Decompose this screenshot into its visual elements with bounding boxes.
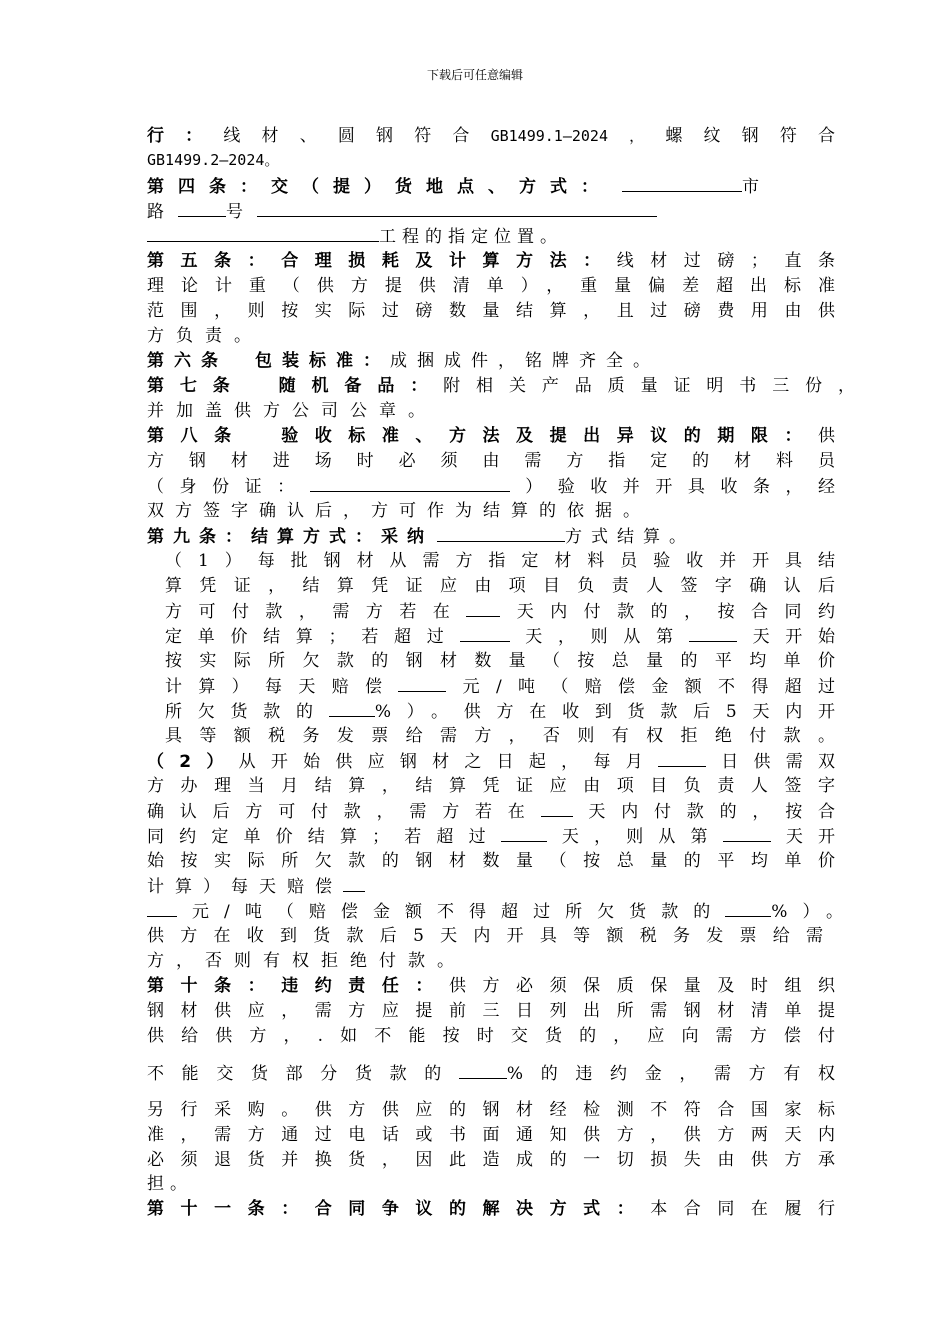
clause-6-line: 第六条 包装标准：成捆成件，铭牌齐全。 <box>147 351 660 371</box>
clause-5-line-4: 方负责。 <box>147 326 263 346</box>
clause-9-p1-line-7: 所欠货款的 %）。供方在收到货款后5天内开 <box>165 699 835 724</box>
clause-9-p2-line-3: 确认后方可付款，需方若在 天内付款的，按合 <box>147 799 835 824</box>
clause-10-line-7: 必须退货并换货，因此造成的一切损失由供方承 <box>147 1150 835 1170</box>
clause-8-line-3: （身份证： ）验收并开具收条，经 <box>147 474 835 499</box>
clause-11-title-line: 第十一条：合同争议的解决方式：本合同在履行 <box>147 1199 835 1219</box>
clause-10-line-6: 准，需方通过电话或书面通知供方，供方两天内 <box>147 1125 835 1145</box>
clause-9-p2-line-1: （2）从开始供应钢材之日起，每月 日供需双 <box>147 749 835 774</box>
page-header: 下载后可任意编辑 <box>426 68 523 82</box>
clause-8-title-line: 第八条 验收标准、方法及提出异议的期限：供 <box>147 426 835 446</box>
clause-9-p2-line-6: 计算）每天赔偿 <box>147 874 835 899</box>
clause-9-p1-line-3: 方可付款，需方若在 天内付款的，按合同约 <box>165 599 835 624</box>
clause-9-p1-line-1: （1）每批钢材从需方指定材料员验收并开具结 <box>165 551 835 571</box>
clause-9-p2-line-7: 元/吨（赔偿金额不得超过所欠货款的 %）。 <box>147 899 843 924</box>
clause-10-line-8: 担。 <box>147 1174 193 1194</box>
clause-3-tail-line-1: 行：线材、圆钢符合GB1499.1—2024，螺纹钢符合 <box>147 126 836 146</box>
clause-5-line-3: 范围，则按实际过磅数量结算，且过磅费用由供 <box>147 301 835 321</box>
clause-7-line-2: 并加盖供方公司公章。 <box>147 401 437 421</box>
clause-8-line-4: 双方签字确认后，方可作为结算的依据。 <box>147 501 651 521</box>
clause-4-address-line: 路 号 <box>147 199 835 224</box>
clause-10-title-line: 第十条：违约责任：供方必须保质保量及时组织 <box>147 976 836 996</box>
clause-4-title-line: 第四条：交（提）货地点、方式： 市 <box>147 174 835 199</box>
clause-10-line-5: 另行采购。供方供应的钢材经检测不符合国家标 <box>147 1100 835 1120</box>
clause-9-p2-line-4: 同约定单价结算；若超过 天，则从第 天开 <box>147 824 835 849</box>
clause-9-p1-line-4: 定单价结算；若超过 天，则从第 天开始 <box>165 624 835 649</box>
clause-10-line-2: 钢材供应，需方应提前三日列出所需钢材清单提 <box>147 1001 835 1021</box>
clause-9-p2-line-5: 始按实际所欠款的钢材数量（按总量的平均单价 <box>147 851 835 871</box>
clause-9-p1-line-6: 计算）每天赔偿 元/吨（赔偿金额不得超过 <box>165 674 835 699</box>
clause-5-line-2: 理论计重（供方提供清单），重量偏差超出标准 <box>147 276 835 296</box>
clause-5-title-line: 第五条：合理损耗及计算方法：线材过磅；直条 <box>147 251 836 271</box>
clause-9-p1-line-8: 具等额税务发票给需方，否则有权拒绝付款。 <box>165 726 835 746</box>
clause-9-p2-line-8: 供方在收到货款后5天内开具等额税务发票给需 <box>147 926 823 946</box>
clause-10-line-3: 供给供方，.如不能按时交货的，应向需方偿付 <box>147 1026 835 1046</box>
clause-8-line-2: 方钢材进场时必须由需方指定的材料员 <box>147 451 835 471</box>
clause-9-p1-line-5: 按实际所欠款的钢材数量（按总量的平均单价 <box>165 651 835 671</box>
clause-9-title-line: 第九条：结算方式：采纳 方式结算。 <box>147 524 835 549</box>
clause-3-tail-line-2: GB1499.2—2024。 <box>147 151 280 169</box>
clause-9-p2-line-2: 方办理当月结算，结算凭证应由项目负责人签字 <box>147 776 835 796</box>
clause-7-title-line: 第七条 随机备品：附相关产品质量证明书三份， <box>147 376 856 396</box>
clause-10-line-4: 不能交货部分货款的 %的违约金，需方有权 <box>147 1061 835 1086</box>
clause-9-p1-line-2: 算凭证，结算凭证应由项目负责人签字确认后 <box>165 576 835 596</box>
clause-4-location-line: 工程的指定位置。 <box>147 224 835 249</box>
clause-9-p2-line-9: 方，否则有权拒绝付款。 <box>147 951 466 971</box>
